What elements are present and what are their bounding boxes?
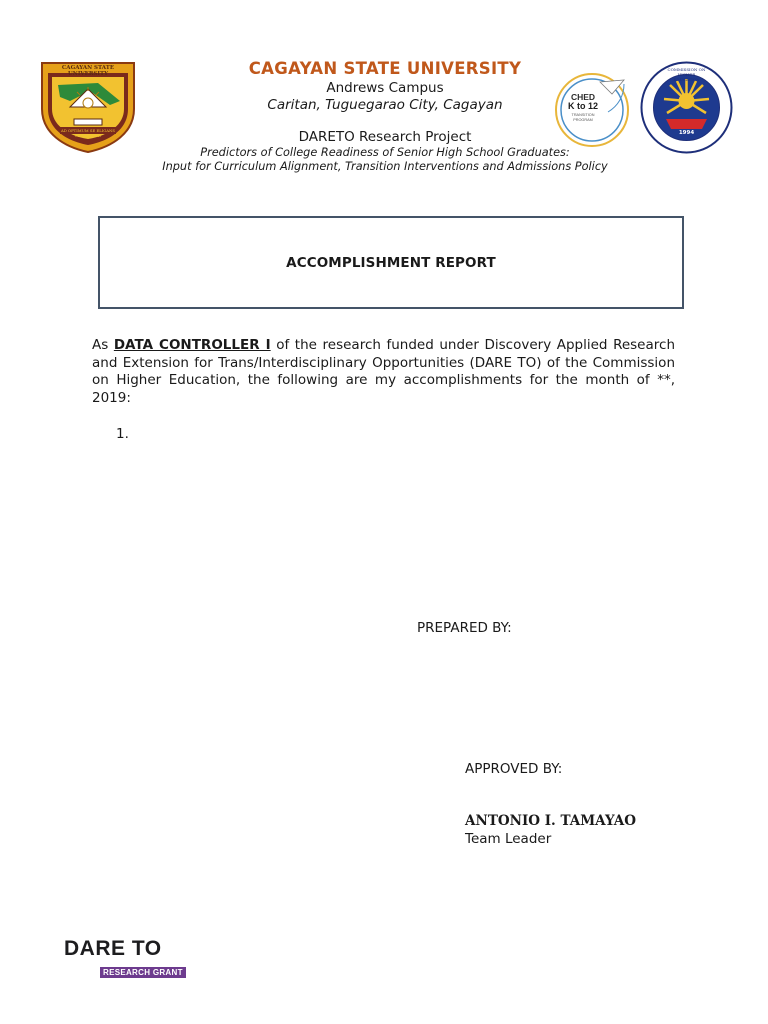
project-name: DARETO Research Project (298, 129, 472, 145)
dareto-logo-sub: RESEARCH GRANT (100, 967, 186, 978)
dareto-logo-main: DARE TO (64, 937, 162, 960)
report-title: ACCOMPLISHMENT REPORT (286, 254, 496, 271)
role-title: DATA CONTROLLER I (113, 337, 271, 353)
project-subtitle-line1: Predictors of College Readiness of Senior High School Graduates: (200, 146, 570, 159)
ched-seal-year: 1994 (678, 130, 695, 136)
team-leader-name: ANTONIO I. TAMAYAO (465, 813, 636, 829)
ched-k12-line1: CHED (570, 92, 596, 102)
ched-seal-text: COMMISSION ON HIGHER EDUCATION (667, 67, 706, 82)
csu-seal-text-bottom: AD OPTIMUM SE ELIGANS MCMLXXVIII (61, 128, 115, 138)
prepared-by-label: PREPARED BY: (417, 620, 512, 636)
body-paragraph (92, 337, 675, 407)
campus-address: Caritan, Tuguegarao City, Cagayan (267, 97, 503, 113)
body-text: of the research funded under Discovery Applied Research and Extension for Trans/Interdisciplinary Opportunities (DARE TO) of the Commission on Higher Education, the following are my accomplishments for the month of **, 2019: (92, 337, 675, 406)
ched-k12-logo (554, 72, 630, 148)
dareto-logo (64, 938, 186, 979)
ched-seal-logo (640, 61, 733, 154)
body-prefix: As (92, 337, 114, 353)
approved-by-label: APPROVED BY: (465, 761, 563, 777)
document-header (150, 58, 620, 174)
campus-name: Andrews Campus (326, 80, 444, 96)
ched-k12-line3: TRANSITION PROGRAM (571, 113, 595, 122)
university-name: CAGAYAN STATE UNIVERSITY (248, 59, 522, 78)
team-leader-title: Team Leader (465, 831, 552, 847)
ched-k12-line2: K to 12 (567, 101, 598, 111)
project-subtitle-line2: Input for Curriculum Alignment, Transition Interventions and Admissions Policy (162, 160, 608, 173)
report-title-box (98, 216, 684, 309)
accomplishment-list-item: 1. (116, 426, 129, 442)
csu-seal-text-top: CAGAYAN STATE UNIVERSITY (61, 65, 115, 77)
csu-seal-logo (40, 61, 136, 153)
